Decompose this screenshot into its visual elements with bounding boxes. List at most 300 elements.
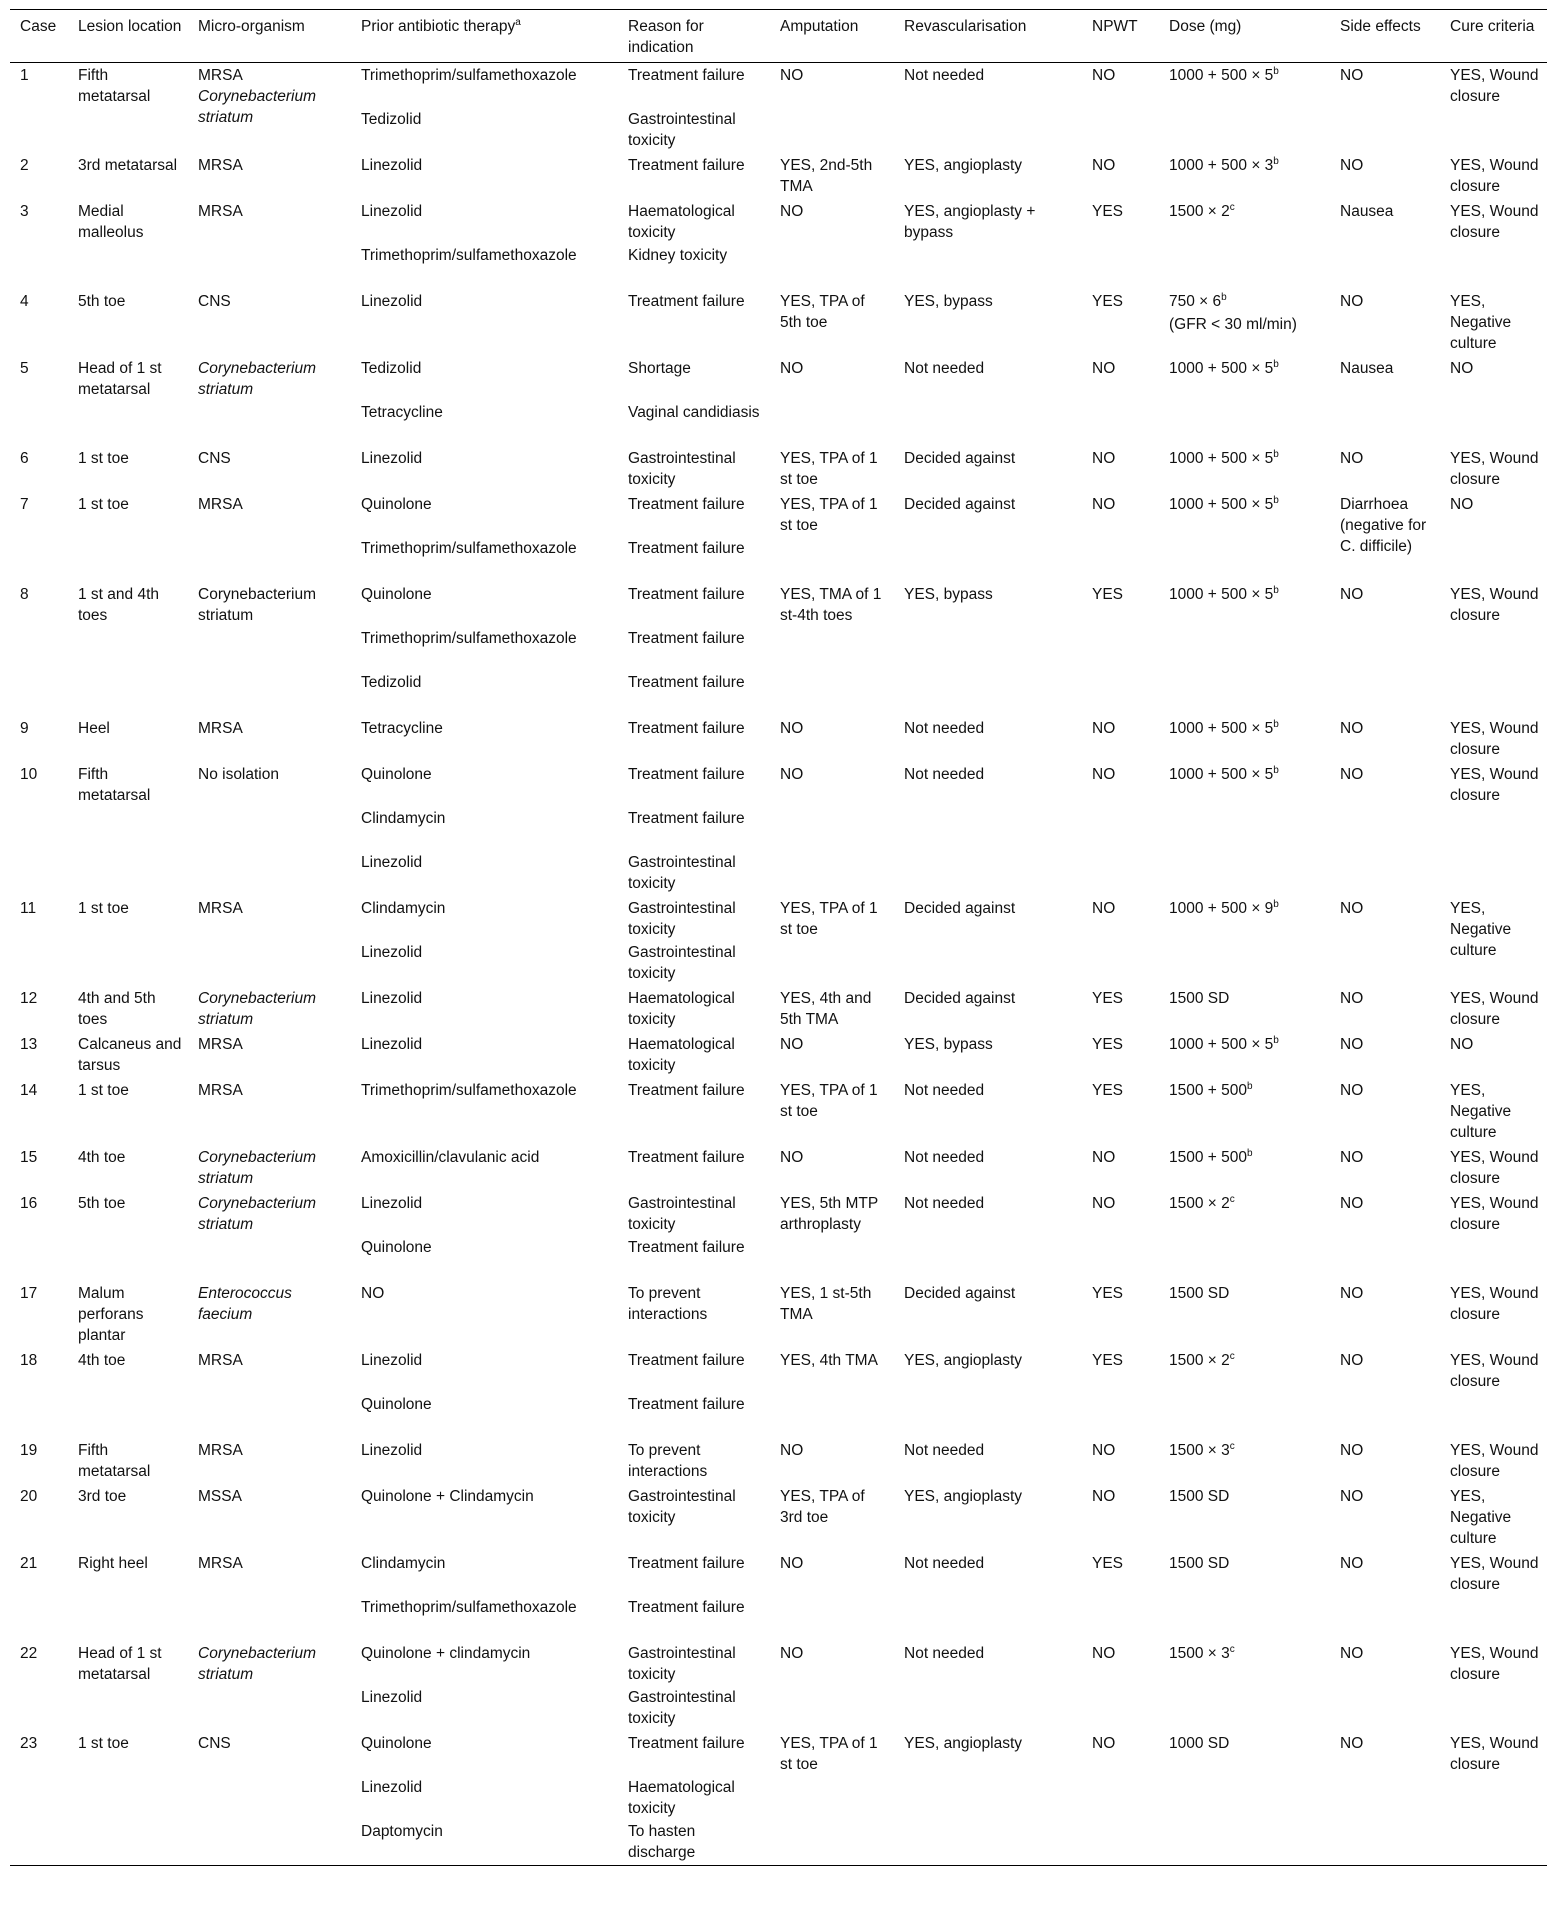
- dose-cell: [1159, 63, 1330, 154]
- npwt-cell: NO: [1092, 450, 1116, 467]
- reason-cell: [618, 1145, 770, 1191]
- micro-organism: MRSA: [198, 1352, 243, 1369]
- lesion-cell: 4th toe: [78, 1149, 126, 1166]
- dose-cell: [1159, 1438, 1330, 1484]
- indication-reason: Haematological toxicity: [628, 203, 735, 241]
- side-effects-cell: NO: [1340, 1645, 1364, 1662]
- amputation-cell: NO: [780, 1442, 804, 1459]
- micro-organism: Corynebacterium striatum: [198, 1195, 317, 1233]
- indication-reason: Treatment failure: [628, 67, 745, 84]
- prior-therapy-cell: [351, 986, 618, 1032]
- table-row: [10, 582, 1547, 716]
- indication-reason: Treatment failure: [628, 1396, 745, 1413]
- dose-cell: [1159, 1484, 1330, 1551]
- case-cell: 19: [20, 1442, 38, 1459]
- reason-cell: [618, 289, 770, 356]
- micro-organism: MRSA: [198, 67, 243, 84]
- micro-organism: Corynebacterium striatum: [198, 88, 317, 126]
- micro-organism-cell: [188, 1191, 351, 1281]
- case-cell: 5: [20, 360, 29, 377]
- indication-reason: Treatment failure: [628, 1735, 745, 1752]
- case-cell: 18: [20, 1352, 38, 1369]
- amputation-cell: YES, TPA of 5th toe: [780, 293, 865, 331]
- side-effects-cell: NO: [1340, 1036, 1364, 1053]
- reason-cell: [618, 986, 770, 1032]
- dose-cell: [1159, 986, 1330, 1032]
- side-effects-cell: NO: [1340, 1442, 1364, 1459]
- dose-footnote: b: [1273, 584, 1279, 596]
- dose-cell: [1159, 1032, 1330, 1078]
- cure-criteria-cell: YES, Wound closure: [1450, 990, 1539, 1028]
- micro-organism-cell: [188, 1078, 351, 1145]
- side-effects-cell: NO: [1340, 720, 1364, 737]
- table-row: [10, 153, 1547, 199]
- npwt-cell: NO: [1092, 496, 1116, 513]
- col-header-prior: [351, 10, 618, 63]
- table-row: [10, 1484, 1547, 1551]
- side-effects-cell: NO: [1340, 1735, 1364, 1752]
- table-row: [10, 716, 1547, 762]
- indication-reason: Gastrointestinal toxicity: [628, 1645, 736, 1683]
- col-header-side-effects: Side effects: [1330, 10, 1440, 63]
- indication-reason: Treatment failure: [628, 766, 745, 783]
- prior-therapy: Trimethoprim/sulfamethoxazole: [361, 630, 577, 647]
- prior-therapy-cell: [351, 1641, 618, 1731]
- revascularisation-cell: Decided against: [904, 990, 1016, 1007]
- prior-therapy: Linezolid: [361, 854, 423, 871]
- micro-organism-cell: [188, 446, 351, 492]
- reason-cell: [618, 1281, 770, 1348]
- case-cell: 3: [20, 203, 29, 220]
- dose-footnote: b: [1247, 1147, 1253, 1159]
- case-cell: 11: [20, 900, 37, 917]
- dose-footnote: b: [1221, 291, 1227, 303]
- cure-criteria-cell: YES, Negative culture: [1450, 900, 1512, 959]
- lesion-cell: 3rd toe: [78, 1488, 127, 1505]
- case-cell: 10: [20, 766, 38, 783]
- prior-therapy: Trimethoprim/sulfamethoxazole: [361, 540, 577, 557]
- micro-organism: MRSA: [198, 720, 243, 737]
- indication-reason: Gastrointestinal toxicity: [628, 854, 736, 892]
- dose-footnote: c: [1229, 1350, 1235, 1362]
- reason-cell: [618, 1438, 770, 1484]
- lesion-cell: Right heel: [78, 1555, 148, 1572]
- amputation-cell: YES, 1 st-5th TMA: [780, 1285, 872, 1323]
- indication-reason: Treatment failure: [628, 1352, 745, 1369]
- npwt-cell: YES: [1092, 1555, 1124, 1572]
- lesion-cell: 1 st toe: [78, 900, 129, 917]
- side-effects-cell: NO: [1340, 67, 1364, 84]
- indication-reason: Gastrointestinal toxicity: [628, 1195, 736, 1233]
- dose-footnote: c: [1229, 1440, 1235, 1452]
- revascularisation-cell: YES, bypass: [904, 293, 993, 310]
- dose-value: 1000 + 500 × 5: [1169, 496, 1274, 513]
- prior-therapy: Tedizolid: [361, 111, 422, 128]
- dose-footnote: b: [1273, 898, 1279, 910]
- prior-therapy: Tedizolid: [361, 674, 422, 691]
- indication-reason: Gastrointestinal toxicity: [628, 900, 736, 938]
- npwt-cell: NO: [1092, 1645, 1116, 1662]
- side-effects-cell: Diarrhoea (negative for C. difficile): [1340, 496, 1427, 555]
- cure-criteria-cell: YES, Wound closure: [1450, 67, 1539, 105]
- prior-therapy: Clindamycin: [361, 1555, 446, 1572]
- reason-cell: [618, 199, 770, 289]
- table-row: [10, 492, 1547, 582]
- micro-organism: CNS: [198, 1735, 231, 1752]
- indication-reason: Treatment failure: [628, 1555, 745, 1572]
- micro-organism-cell: [188, 492, 351, 582]
- case-cell: 16: [20, 1195, 38, 1212]
- dose-cell: [1159, 896, 1330, 986]
- cure-criteria-cell: YES, Wound closure: [1450, 157, 1539, 195]
- dose-value: 1500 SD: [1169, 1488, 1230, 1505]
- dose-value: 1000 + 500 × 5: [1169, 360, 1274, 377]
- table-row: [10, 289, 1547, 356]
- prior-therapy: Linezolid: [361, 1779, 423, 1796]
- prior-therapy: Quinolone: [361, 1239, 432, 1256]
- dose-value: 1000 + 500 × 3: [1169, 157, 1274, 174]
- micro-organism: MSSA: [198, 1488, 242, 1505]
- lesion-cell: 3rd metatarsal: [78, 157, 178, 174]
- prior-therapy: Clindamycin: [361, 900, 446, 917]
- side-effects-cell: NO: [1340, 990, 1364, 1007]
- reason-cell: [618, 153, 770, 199]
- col-header-lesion: Lesion location: [68, 10, 188, 63]
- dose-value: 1500 × 3: [1169, 1645, 1230, 1662]
- dose-footnote: b: [1247, 1080, 1253, 1092]
- side-effects-cell: NO: [1340, 766, 1364, 783]
- col-header-case: Case: [10, 10, 68, 63]
- micro-organism-cell: [188, 1484, 351, 1551]
- dose-value: 1500 SD: [1169, 1285, 1230, 1302]
- case-cell: 14: [20, 1082, 38, 1099]
- cure-criteria-cell: YES, Negative culture: [1450, 293, 1512, 352]
- indication-reason: Gastrointestinal toxicity: [628, 1689, 736, 1727]
- prior-therapy: Linezolid: [361, 1442, 423, 1459]
- results-table: [10, 9, 1547, 1866]
- npwt-cell: YES: [1092, 1082, 1124, 1099]
- cure-criteria-cell: YES, Wound closure: [1450, 1285, 1539, 1323]
- reason-cell: [618, 63, 770, 154]
- cure-criteria-cell: YES, Wound closure: [1450, 1555, 1539, 1593]
- indication-reason: Treatment failure: [628, 1082, 745, 1099]
- dose-value: 1000 + 500 × 5: [1169, 586, 1274, 603]
- indication-reason: Treatment failure: [628, 720, 745, 737]
- micro-organism: MRSA: [198, 203, 243, 220]
- prior-therapy: Quinolone + clindamycin: [361, 1645, 531, 1662]
- table-row: [10, 986, 1547, 1032]
- dose-note: (GFR < 30 ml/min): [1169, 316, 1297, 333]
- revascularisation-cell: Decided against: [904, 900, 1016, 917]
- prior-therapy-cell: [351, 896, 618, 986]
- case-cell: 2: [20, 157, 29, 174]
- table-row: [10, 1731, 1547, 1866]
- amputation-cell: YES, 4th TMA: [780, 1352, 878, 1369]
- side-effects-cell: NO: [1340, 1555, 1364, 1572]
- prior-therapy: Linezolid: [361, 1352, 423, 1369]
- indication-reason: Haematological toxicity: [628, 990, 735, 1028]
- dose-cell: [1159, 1551, 1330, 1641]
- table-row: [10, 199, 1547, 289]
- reason-cell: [618, 1191, 770, 1281]
- side-effects-cell: NO: [1340, 586, 1364, 603]
- dose-value: 1000 + 500 × 5: [1169, 720, 1274, 737]
- revascularisation-cell: YES, angioplasty: [904, 1735, 1023, 1752]
- dose-value: 1000 + 500 × 5: [1169, 67, 1274, 84]
- case-cell: 6: [20, 450, 29, 467]
- npwt-cell: NO: [1092, 766, 1116, 783]
- prior-therapy: Linezolid: [361, 990, 423, 1007]
- prior-therapy: Quinolone: [361, 1396, 432, 1413]
- case-cell: 9: [20, 720, 29, 737]
- cure-criteria-cell: YES, Wound closure: [1450, 766, 1539, 804]
- table-row: [10, 1551, 1547, 1641]
- case-cell: 17: [20, 1285, 38, 1302]
- dose-cell: [1159, 446, 1330, 492]
- indication-reason: To hasten discharge: [628, 1823, 696, 1861]
- prior-therapy: Linezolid: [361, 450, 423, 467]
- indication-reason: Treatment failure: [628, 1239, 745, 1256]
- case-cell: 12: [20, 990, 38, 1007]
- dose-value: 1500 × 2: [1169, 1352, 1230, 1369]
- prior-therapy: Trimethoprim/sulfamethoxazole: [361, 1599, 577, 1616]
- col-header-micro: Micro-organism: [188, 10, 351, 63]
- cure-criteria-cell: YES, Wound closure: [1450, 1149, 1539, 1187]
- indication-reason: Kidney toxicity: [628, 247, 728, 264]
- dose-cell: [1159, 289, 1330, 356]
- micro-organism-cell: [188, 63, 351, 154]
- micro-organism-cell: [188, 289, 351, 356]
- reason-cell: [618, 1551, 770, 1641]
- revascularisation-cell: Not needed: [904, 1195, 985, 1212]
- prior-therapy: Tetracycline: [361, 404, 443, 421]
- prior-therapy-cell: [351, 1731, 618, 1866]
- micro-organism-cell: [188, 582, 351, 716]
- table-row: [10, 1078, 1547, 1145]
- dose-value: 1500 + 500: [1169, 1082, 1248, 1099]
- prior-therapy: Linezolid: [361, 1689, 423, 1706]
- cure-criteria-cell: YES, Wound closure: [1450, 1352, 1539, 1390]
- indication-reason: Treatment failure: [628, 540, 745, 557]
- prior-therapy: Linezolid: [361, 1036, 423, 1053]
- prior-therapy-cell: [351, 762, 618, 896]
- case-cell: 1: [20, 67, 29, 84]
- micro-organism: MRSA: [198, 157, 243, 174]
- dose-value: 1000 + 500 × 5: [1169, 1036, 1274, 1053]
- revascularisation-cell: Decided against: [904, 496, 1016, 513]
- dose-cell: [1159, 582, 1330, 716]
- table-row: [10, 1145, 1547, 1191]
- cure-criteria-cell: NO: [1450, 360, 1474, 377]
- prior-therapy: Quinolone: [361, 496, 432, 513]
- npwt-cell: NO: [1092, 157, 1116, 174]
- micro-organism: MRSA: [198, 1442, 243, 1459]
- amputation-cell: NO: [780, 1149, 804, 1166]
- micro-organism: Corynebacterium striatum: [198, 586, 317, 624]
- lesion-cell: 4th toe: [78, 1352, 126, 1369]
- amputation-cell: YES, TPA of 1 st toe: [780, 450, 878, 488]
- indication-reason: Treatment failure: [628, 674, 745, 691]
- micro-organism-cell: [188, 1348, 351, 1438]
- revascularisation-cell: Not needed: [904, 720, 985, 737]
- micro-organism-cell: [188, 1551, 351, 1641]
- dose-footnote: c: [1229, 1193, 1235, 1205]
- micro-organism: Corynebacterium striatum: [198, 990, 317, 1028]
- dose-value: 1500 × 2: [1169, 1195, 1230, 1212]
- prior-therapy-cell: [351, 446, 618, 492]
- micro-organism: MRSA: [198, 900, 243, 917]
- side-effects-cell: NO: [1340, 900, 1364, 917]
- prior-therapy: Linezolid: [361, 944, 423, 961]
- prior-therapy-cell: [351, 1484, 618, 1551]
- revascularisation-cell: YES, angioplasty + bypass: [904, 203, 1036, 241]
- prior-therapy: Linezolid: [361, 157, 423, 174]
- col-header-reason: Reason for indication: [618, 10, 770, 63]
- revascularisation-cell: Not needed: [904, 1645, 985, 1662]
- npwt-cell: NO: [1092, 1195, 1116, 1212]
- dose-value: 1000 SD: [1169, 1735, 1230, 1752]
- npwt-cell: NO: [1092, 1149, 1116, 1166]
- indication-reason: Treatment failure: [628, 1149, 745, 1166]
- dose-cell: [1159, 1145, 1330, 1191]
- revascularisation-cell: Decided against: [904, 1285, 1016, 1302]
- side-effects-cell: NO: [1340, 1352, 1364, 1369]
- table-row: [10, 762, 1547, 896]
- lesion-cell: Fifth metatarsal: [78, 766, 151, 804]
- npwt-cell: YES: [1092, 1352, 1124, 1369]
- table-row: [10, 356, 1547, 446]
- npwt-cell: NO: [1092, 360, 1116, 377]
- dose-cell: [1159, 1348, 1330, 1438]
- prior-therapy-cell: [351, 289, 618, 356]
- amputation-cell: YES, TMA of 1 st-4th toes: [780, 586, 882, 624]
- prior-therapy-cell: [351, 1078, 618, 1145]
- dose-footnote: b: [1273, 1034, 1279, 1046]
- dose-footnote: b: [1273, 358, 1279, 370]
- col-header-amputation: Amputation: [770, 10, 894, 63]
- table-row: [10, 1641, 1547, 1731]
- prior-therapy: Trimethoprim/sulfamethoxazole: [361, 247, 577, 264]
- dose-cell: [1159, 762, 1330, 896]
- revascularisation-cell: YES, bypass: [904, 1036, 993, 1053]
- prior-therapy: Linezolid: [361, 1195, 423, 1212]
- prior-therapy-cell: [351, 1438, 618, 1484]
- revascularisation-cell: YES, angioplasty: [904, 1352, 1023, 1369]
- cure-criteria-cell: NO: [1450, 496, 1474, 513]
- npwt-cell: NO: [1092, 67, 1116, 84]
- amputation-cell: NO: [780, 766, 804, 783]
- table-row: [10, 63, 1547, 154]
- reason-cell: [618, 1348, 770, 1438]
- revascularisation-cell: Not needed: [904, 1082, 985, 1099]
- dose-cell: [1159, 716, 1330, 762]
- amputation-cell: NO: [780, 1645, 804, 1662]
- micro-organism-cell: [188, 896, 351, 986]
- indication-reason: Haematological toxicity: [628, 1036, 735, 1074]
- prior-therapy: Tetracycline: [361, 720, 443, 737]
- revascularisation-cell: Not needed: [904, 1442, 985, 1459]
- cure-criteria-cell: YES, Wound closure: [1450, 450, 1539, 488]
- npwt-cell: NO: [1092, 1488, 1116, 1505]
- reason-cell: [618, 582, 770, 716]
- lesion-cell: 1 st toe: [78, 450, 129, 467]
- indication-reason: Treatment failure: [628, 586, 745, 603]
- amputation-cell: YES, TPA of 1 st toe: [780, 1735, 878, 1773]
- amputation-cell: NO: [780, 203, 804, 220]
- cure-criteria-cell: YES, Wound closure: [1450, 720, 1539, 758]
- micro-organism-cell: [188, 1145, 351, 1191]
- header-row: [10, 10, 1547, 63]
- prior-therapy: Daptomycin: [361, 1823, 443, 1840]
- dose-cell: [1159, 492, 1330, 582]
- amputation-cell: YES, TPA of 1 st toe: [780, 496, 878, 534]
- micro-organism: MRSA: [198, 1555, 243, 1572]
- side-effects-cell: NO: [1340, 1285, 1364, 1302]
- indication-reason: Treatment failure: [628, 157, 745, 174]
- case-cell: 8: [20, 586, 29, 603]
- reason-cell: [618, 446, 770, 492]
- prior-therapy-cell: [351, 63, 618, 154]
- npwt-cell: NO: [1092, 1442, 1116, 1459]
- lesion-cell: 5th toe: [78, 293, 126, 310]
- micro-organism: Enterococcus faecium: [198, 1285, 292, 1323]
- col-header-npwt: NPWT: [1082, 10, 1159, 63]
- reason-cell: [618, 1484, 770, 1551]
- table-row: [10, 1032, 1547, 1078]
- micro-organism: MRSA: [198, 1036, 243, 1053]
- dose-footnote: c: [1229, 1643, 1235, 1655]
- dose-footnote: c: [1229, 201, 1235, 213]
- prior-therapy-cell: [351, 492, 618, 582]
- prior-therapy-cell: [351, 582, 618, 716]
- side-effects-cell: NO: [1340, 1195, 1364, 1212]
- prior-therapy-cell: [351, 153, 618, 199]
- dose-footnote: b: [1273, 448, 1279, 460]
- dose-cell: [1159, 1731, 1330, 1866]
- lesion-cell: Head of 1 st metatarsal: [78, 1645, 162, 1683]
- amputation-cell: YES, 5th MTP arthroplasty: [780, 1195, 878, 1233]
- revascularisation-cell: YES, angioplasty: [904, 157, 1023, 174]
- micro-organism-cell: [188, 716, 351, 762]
- prior-therapy: Trimethoprim/sulfamethoxazole: [361, 1082, 577, 1099]
- indication-reason: Gastrointestinal toxicity: [628, 450, 736, 488]
- lesion-cell: Calcaneus and tarsus: [78, 1036, 182, 1074]
- micro-organism-cell: [188, 1641, 351, 1731]
- prior-therapy-cell: [351, 1032, 618, 1078]
- lesion-cell: Medial malleolus: [78, 203, 144, 241]
- npwt-cell: YES: [1092, 293, 1124, 310]
- prior-therapy-cell: [351, 1348, 618, 1438]
- micro-organism-cell: [188, 1731, 351, 1866]
- reason-cell: [618, 492, 770, 582]
- micro-organism-cell: [188, 1438, 351, 1484]
- table-row: [10, 1438, 1547, 1484]
- side-effects-cell: NO: [1340, 293, 1364, 310]
- cure-criteria-cell: NO: [1450, 1036, 1474, 1053]
- prior-therapy: Quinolone + Clindamycin: [361, 1488, 534, 1505]
- reason-cell: [618, 896, 770, 986]
- prior-therapy-cell: [351, 1281, 618, 1348]
- cure-criteria-cell: YES, Wound closure: [1450, 203, 1539, 241]
- lesion-cell: Fifth metatarsal: [78, 1442, 151, 1480]
- indication-reason: Gastrointestinal toxicity: [628, 944, 736, 982]
- dose-value: 1500 + 500: [1169, 1149, 1248, 1166]
- dose-cell: [1159, 1078, 1330, 1145]
- dose-value: 1500 × 2: [1169, 203, 1230, 220]
- prior-therapy-cell: [351, 716, 618, 762]
- prior-therapy-cell: [351, 1191, 618, 1281]
- prior-therapy: Quinolone: [361, 766, 432, 783]
